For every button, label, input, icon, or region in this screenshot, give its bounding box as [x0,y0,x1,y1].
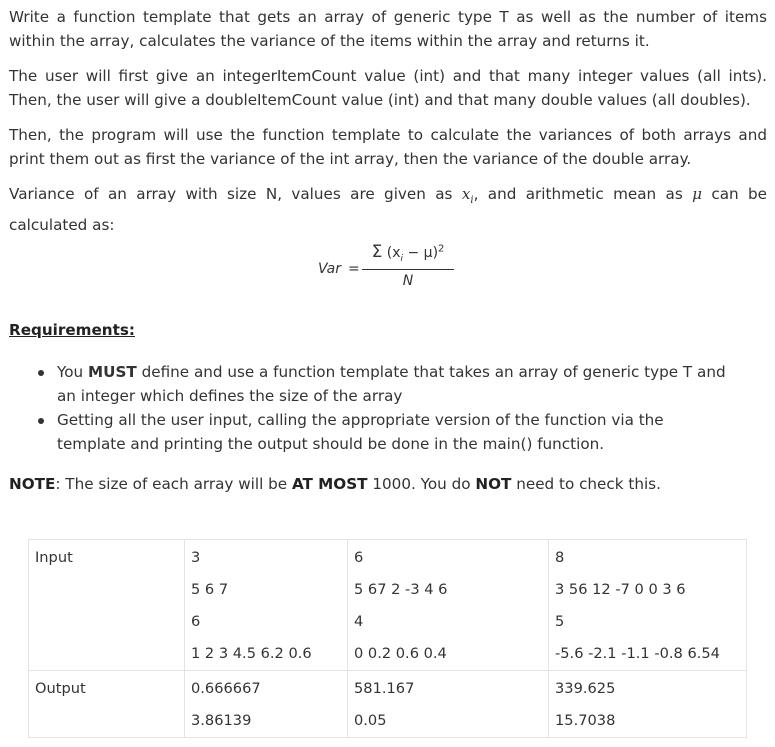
input-description-text: The user will first give an integerItemCount value (int) and that many integer values (all ints). Then, the user will give a doubleItemCount value (int) and that many double values (all doubles). [9,67,767,109]
requirements-list [37,360,737,456]
input-value: 6 [191,613,201,630]
input-value: 6 [354,549,364,566]
requirement-1-rest: define and use a function template that takes an array of generic type T and an integer which defines the size of the array [57,363,726,405]
subscript-i: i [470,195,474,207]
input-cell [185,540,348,671]
input-value: 3 56 12 -7 0 0 3 6 [555,581,686,598]
input-value: 5 [555,613,565,630]
output-value: 581.167 [354,680,415,697]
output-description-text: Then, the program will use the function template to calculate the variances of both arrays and print them out as first the variance of the int array, then the variance of the double array. [9,126,767,168]
requirement-1-emphasis: MUST [88,363,137,381]
note-line [9,472,661,496]
input-value: 5 67 2 -3 4 6 [354,581,448,598]
formula-equals: = [348,261,360,277]
output-description-paragraph [9,123,767,171]
input-cell [549,540,747,671]
input-label: Input [35,549,73,566]
table-row-input [29,540,747,671]
input-value: 5 6 7 [191,581,229,598]
output-label: Output [35,680,86,697]
variance-formula [318,236,478,296]
output-cell [185,671,348,738]
variance-definition-text: Variance of an array with size N, values are given as [9,185,462,203]
note-emphasis-1: AT MOST [291,475,368,493]
numerator-exponent: 2 [438,243,445,255]
requirement-item [37,360,737,408]
output-cell [549,671,747,738]
numerator-sub: i [400,253,404,264]
table-row-output [29,671,747,738]
variance-definition-middle: , and arithmetic mean as [473,185,693,203]
input-value: 0 0.2 0.6 0.4 [354,645,447,662]
input-value: -5.6 -2.1 -1.1 -0.8 6.54 [555,645,720,662]
output-value: 339.625 [555,680,616,697]
numerator-mu: − μ) [403,245,439,261]
note-text-a: : The size of each array will be [55,475,292,493]
output-value: 0.666667 [191,680,261,697]
note-emphasis-2: NOT [475,475,512,493]
input-description-paragraph [9,64,767,112]
input-label-cell [29,540,185,671]
note-label: NOTE [9,475,56,493]
output-value: 3.86139 [191,712,252,729]
mu-symbol: μ [692,185,702,203]
input-value: 3 [191,549,201,566]
output-cell [348,671,549,738]
note-text-c: need to check this. [511,475,661,493]
sigma-symbol: Σ [371,242,383,262]
requirement-1-text: You [57,363,89,381]
input-value: 1 2 3 4.5 6.2 0.6 [191,645,312,662]
requirement-2-text: Getting all the user input, calling the appropriate version of the function via the template and printing the output should be done in the main() function. [57,411,664,453]
output-value: 0.05 [354,712,387,729]
variance-definition-end: can be calculated as: [9,185,767,235]
numerator-x: (x [382,245,401,261]
formula-denominator: N [402,273,414,289]
output-value: 15.7038 [555,712,616,729]
fraction-bar [362,269,454,270]
requirements-heading: Requirements: [9,321,135,339]
variance-definition-paragraph [9,182,767,237]
output-label-cell [29,671,185,738]
input-cell [348,540,549,671]
intro-text: Write a function template that gets an array of generic type T as well as the number of items within the array, calculates the variance of the items within the array and returns it. [9,8,767,50]
input-value: 8 [555,549,565,566]
formula-var-label: Var [318,261,342,277]
note-text-b: 1000. You do [367,475,476,493]
x-symbol: x [461,185,471,203]
intro-paragraph [9,5,767,53]
example-io-table [28,539,747,738]
input-value: 4 [354,613,364,630]
formula-numerator [362,242,454,264]
requirement-item [37,408,737,456]
